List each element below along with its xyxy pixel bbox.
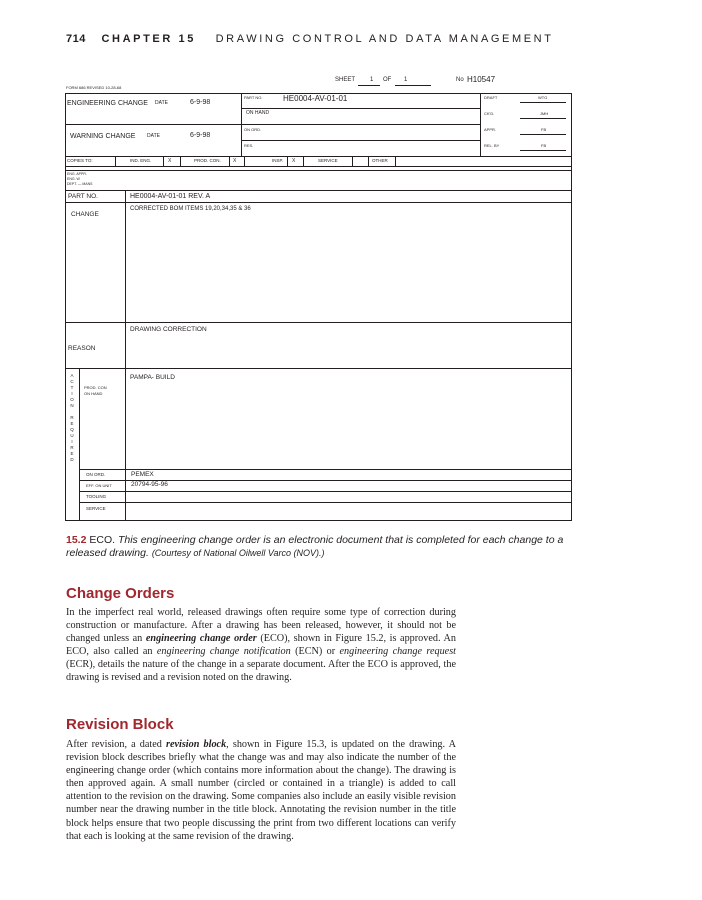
action-letter: E bbox=[70, 451, 74, 456]
draft-value: WTG bbox=[538, 95, 548, 100]
page-number: 714 bbox=[66, 33, 86, 45]
on-ord-label: ON ORD. bbox=[244, 127, 262, 132]
action-letter: E bbox=[70, 421, 74, 426]
part-no-row-label: PART NO. bbox=[68, 193, 98, 200]
service-row-label: SERVICE bbox=[86, 506, 106, 511]
copies-to-label: COPIES TO: bbox=[67, 158, 93, 163]
form-revised: FORM 686 REVISED 10-28-68 bbox=[66, 85, 122, 90]
insp-label: INSP. bbox=[272, 158, 284, 163]
change-value: CORRECTED BOM ITEMS 19,20,34,35 & 36 bbox=[130, 206, 251, 212]
prod-con-label: PROD. CON. bbox=[194, 158, 221, 163]
action-letter: C bbox=[70, 379, 74, 384]
appr-label: APPR. bbox=[484, 127, 497, 132]
action-letter: A bbox=[70, 373, 74, 378]
action-letter: I bbox=[71, 439, 73, 444]
on-ord-row-value: PEMEX bbox=[131, 471, 154, 478]
form-number: H10547 bbox=[467, 75, 496, 84]
date-label-2: DATE bbox=[147, 133, 160, 139]
action-required-letters bbox=[68, 373, 76, 463]
on-hand-label: ON HAND bbox=[246, 110, 270, 116]
action-letter: I bbox=[71, 391, 73, 396]
figure-credit: (Courtesy of National Oilwell Varco (NOV).) bbox=[151, 548, 325, 558]
term-ecr: engineering change request bbox=[339, 646, 456, 658]
of-label: OF bbox=[383, 77, 392, 83]
action-letter: R bbox=[70, 445, 74, 450]
eng-change-label: ENGINEERING CHANGE bbox=[67, 100, 148, 107]
of-value: 1 bbox=[404, 77, 408, 83]
insp-check: X bbox=[292, 158, 296, 164]
action-letter: R bbox=[70, 415, 74, 420]
action-letter: N bbox=[70, 403, 74, 408]
date-value-1: 6-9-98 bbox=[190, 99, 211, 106]
action-letter: Q bbox=[70, 427, 74, 432]
figure-number: 15.2 bbox=[66, 534, 87, 546]
part-no-value: HE0004-AV-01-01 bbox=[283, 94, 348, 103]
chapter-label: CHAPTER 15 bbox=[101, 33, 196, 45]
prod-con-on-hand-2: ON HAND bbox=[84, 391, 103, 396]
date-label-1: DATE bbox=[155, 100, 168, 106]
action-value: PAMPA- BUILD bbox=[130, 374, 175, 381]
figure-caption-text: This engineering change order is an electronic document that is completed for each change to a released drawing. bbox=[66, 534, 564, 559]
section-heading-change-orders: Change Orders bbox=[66, 585, 175, 602]
service-label: SERVICE bbox=[318, 158, 338, 163]
eng-appr-2: ENG. W bbox=[67, 177, 80, 181]
term-eco: engineering change order bbox=[145, 633, 257, 645]
section-heading-revision-block: Revision Block bbox=[66, 716, 174, 733]
ckd-value: JMH bbox=[540, 111, 549, 116]
warning-change-label: WARNING CHANGE bbox=[70, 133, 136, 140]
date-value-2: 6-9-98 bbox=[190, 132, 211, 139]
other-label: OTHER bbox=[372, 158, 388, 163]
eng-appr-3: DEPT. — MANS bbox=[67, 182, 93, 186]
paragraph-revision-block: After revision, a dated revision block, shown in Figure 15.3, is updated on the drawing. A revision block describes briefly what the change was and may also indicate the number of the engineering change order (which contains more information about the change). The drawing is then approved again. A small number (circled or contained in a triangle) is added to call attention to the revision on the drawing. Some companies also include an easily visible revision number near the drawing number in the title block. Annotating the revision number in the title block helps ensure that two people discussing the print from two different locations can verify that each is looking at the same revision of the drawing. bbox=[66, 739, 456, 842]
eng-appr-1: ENG. APPR. bbox=[67, 172, 87, 176]
term-revision-block: revision block bbox=[166, 739, 227, 750]
rel-by-label: REL. BY bbox=[484, 143, 500, 148]
appr-value: FB bbox=[541, 127, 547, 132]
eff-on-unit-value: 20794-95-96 bbox=[131, 481, 168, 488]
on-ord-row-label: ON ORD. bbox=[86, 472, 106, 477]
action-letter: U bbox=[70, 433, 74, 438]
figure-abbr: ECO. bbox=[89, 534, 116, 546]
ind-eng-check: X bbox=[168, 158, 172, 164]
part-no-row-value: HE0004-AV-01-01 REV. A bbox=[130, 193, 211, 200]
paragraph-change-orders: In the imperfect real world, released drawings often require some type of correction during construction or manufacture. After a drawing has been released, however, it should not be changed unless an engineering change order (ECO), shown in Figure 15.2, is approved. An ECO, also called an engineering change notification (ECN) or engineering change request (ECR), details the nature of the change in a separate document. After the ECO is approved, the drawing is revised and a revision noted on the drawing. bbox=[66, 607, 457, 684]
part-no-label: PART NO. bbox=[244, 95, 263, 100]
no-label: No bbox=[456, 77, 464, 83]
figure-caption bbox=[66, 534, 586, 560]
ind-eng-label: IND. ENG. bbox=[130, 158, 152, 163]
ckd-label: CK'D. bbox=[484, 111, 495, 116]
change-label: CHANGE bbox=[71, 211, 99, 218]
reason-label: REASON bbox=[68, 345, 96, 352]
draft-label: DRAFT bbox=[484, 95, 498, 100]
action-letter: T bbox=[70, 385, 74, 390]
sheet-label: SHEET bbox=[335, 77, 356, 83]
eff-on-unit-label: EFF. ON UNIT bbox=[86, 483, 112, 488]
reason-value: DRAWING CORRECTION bbox=[130, 326, 207, 333]
sheet-value: 1 bbox=[370, 77, 374, 83]
rel-by-value: FB bbox=[541, 143, 547, 148]
prod-con-on-hand-1: PROD. CON bbox=[84, 385, 107, 390]
res-label: RES. bbox=[244, 143, 254, 148]
term-ecn: engineering change notification bbox=[156, 646, 291, 658]
chapter-title: DRAWING CONTROL AND DATA MANAGEMENT bbox=[215, 33, 554, 45]
prod-con-check: X bbox=[233, 158, 237, 164]
action-letter: D bbox=[70, 457, 74, 462]
tooling-label: TOOLING bbox=[86, 494, 107, 499]
action-letter: O bbox=[70, 397, 74, 402]
